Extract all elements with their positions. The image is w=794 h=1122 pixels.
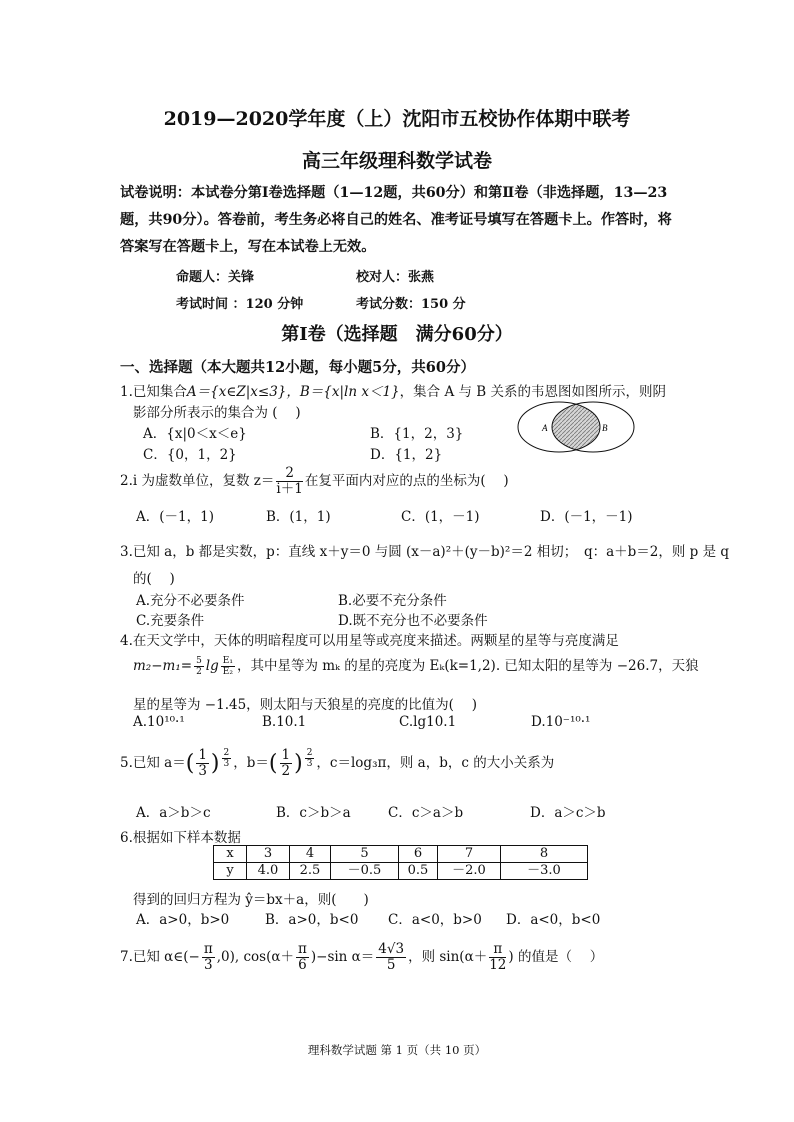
q3-stem-line1: 3.已知 a，b 都是实数，p：直线 x＋y＝0 与圆 (x－a)²＋(y－b)²＝2 相切； q：a＋b＝2，则 p 是 q bbox=[120, 544, 730, 560]
table-cell: x bbox=[214, 846, 247, 863]
q7-frac4-num: π bbox=[489, 942, 506, 958]
q5-base-a bbox=[196, 748, 209, 779]
q7-stem-e: ) 的值是（ ） bbox=[508, 949, 604, 965]
q4-frac2-den: E₂ bbox=[222, 667, 233, 677]
q2-stem bbox=[120, 466, 509, 497]
table-row-x bbox=[214, 846, 588, 863]
q6-option-c: C．a<0，b>0 bbox=[388, 912, 482, 928]
q2-option-c: C．(1，－1) bbox=[401, 509, 480, 525]
q4-stem-line1: 4.在天文学中，天体的明暗程度可以用星等或亮度来描述。两颗星的星等与亮度满足 bbox=[120, 633, 619, 649]
q2-stem-b: 在复平面内对应的点的坐标为( ) bbox=[304, 473, 509, 489]
q6-data-table bbox=[213, 845, 588, 880]
exam-instructions: 试卷说明：本试卷分第Ⅰ卷选择题（1—12题，共60分）和第Ⅱ卷（非选择题，13—23题，共90分）。答卷前，考生务必将自己的姓名、准考证号填写在答题卡上。作答时，将答案写在答题卡上，写在本试卷上无效。 bbox=[120, 185, 672, 255]
q4-frac1-num: 5 bbox=[196, 656, 202, 666]
q5-base-a-den: 3 bbox=[198, 763, 207, 779]
score-line: 考试分数：150 分 bbox=[356, 297, 466, 312]
q4-frac2-num: E₁ bbox=[222, 656, 233, 666]
q2-fraction-den: i＋1 bbox=[276, 481, 303, 497]
q5-option-b: B．c＞b＞a bbox=[276, 805, 351, 821]
q7-fraction-1 bbox=[202, 942, 215, 973]
table-cell: 2.5 bbox=[290, 863, 331, 880]
table-cell: 6 bbox=[399, 846, 438, 863]
table-row-y bbox=[214, 863, 588, 880]
q1-stem-line1 bbox=[120, 380, 666, 400]
q7-frac3-num: 4√3 bbox=[378, 941, 405, 957]
q4-lg: lg bbox=[205, 658, 219, 674]
q5-exp-a-den: 3 bbox=[223, 759, 230, 769]
q6-stem: 6.根据如下样本数据 bbox=[120, 830, 241, 846]
q4-stem-b: ，其中星等为 mₖ 的星的亮度为 Eₖ(k=1,2). 已知太阳的星等为 −26.7，天狼 bbox=[236, 658, 699, 674]
table-cell: 8 bbox=[501, 846, 588, 863]
table-cell: －3.0 bbox=[501, 863, 588, 880]
q7-stem-c: )−sin α＝ bbox=[310, 949, 375, 965]
exam-subtitle: 高三年级理科数学试卷 bbox=[301, 150, 492, 172]
q7-frac2-den: 6 bbox=[298, 957, 307, 973]
q5-base-b-num: 1 bbox=[281, 747, 291, 763]
venn-label-a: A bbox=[542, 423, 548, 433]
page-footer: 理科数学试题 第 1 页（共 10 页） bbox=[307, 1043, 487, 1057]
q3-option-d: D.既不充分也不必要条件 bbox=[338, 613, 488, 629]
q5-exponent-a bbox=[222, 748, 232, 769]
table-cell: 4 bbox=[290, 846, 331, 863]
q7-stem-b: ,0), cos(α＋ bbox=[216, 949, 294, 965]
q4-fraction-1 bbox=[194, 656, 204, 677]
q1-stem-a: 1.已知集合 bbox=[120, 384, 187, 400]
q4-stem-line3: 星的星等为 −1.45，则太阳与天狼星的亮度的比值为( ) bbox=[133, 697, 477, 713]
q1-option-b: B．{1，2，3} bbox=[370, 426, 464, 442]
q7-frac2-num: π bbox=[297, 941, 307, 957]
table-cell: －0.5 bbox=[331, 863, 399, 880]
venn-diagram bbox=[514, 398, 638, 458]
q5-option-d: D．a＞c＞b bbox=[530, 805, 606, 821]
q2-option-a: A．(－1，1) bbox=[136, 509, 214, 525]
q5-base-b-den: 2 bbox=[281, 763, 291, 779]
q1-set-a: A＝{x∈Z|x≤3} bbox=[186, 384, 287, 400]
q5-stem: 5.已知 a＝( $\frac{1}{3}$ ) $\frac{2}{3}$ ，b＝( $\frac{1}{2}$ ) $\frac{2}{3}$ ，c＝log₃π，则 a，b，c 的大小关系为 bbox=[120, 747, 555, 779]
q7-frac1-num: π bbox=[203, 941, 213, 957]
q4-stem-line2 bbox=[133, 654, 699, 677]
q7-frac3-den: 5 bbox=[386, 957, 396, 973]
q5-base-a-num: 1 bbox=[198, 747, 207, 763]
q5-stem-b: ，c＝log₃π，则 a，b，c 的大小关系为 bbox=[316, 755, 555, 771]
q7-frac4-den: 12 bbox=[489, 957, 507, 973]
q4-option-d: D.10⁻¹⁰·¹ bbox=[531, 714, 591, 730]
exam-title: 2019—2020学年度（上）沈阳市五校协作体期中联考 bbox=[163, 108, 631, 130]
q5-option-a: A．a＞b＞c bbox=[136, 805, 211, 821]
table-cell: 3 bbox=[247, 846, 290, 863]
q4-fraction-2 bbox=[221, 656, 235, 677]
q1-stem-b: ，集合 A 与 B 关系的韦恩图如图所示，则阴 bbox=[399, 384, 666, 400]
q5-exp-a-num: 2 bbox=[223, 748, 230, 758]
q1-option-d: D．{1，2} bbox=[370, 447, 443, 463]
q7-fraction-2 bbox=[296, 942, 309, 973]
table-cell: －2.0 bbox=[438, 863, 501, 880]
q5-stem-a: 5.已知 a＝ bbox=[120, 755, 186, 771]
q7-fraction-3 bbox=[376, 942, 406, 973]
q5-exp-b-num: 2 bbox=[306, 748, 313, 758]
q6-stem-b: 得到的回归方程为 ŷ＝bx＋a，则( ) bbox=[133, 892, 369, 908]
q2-option-b: B．(1，1) bbox=[266, 509, 331, 525]
q4-formula-left: m₂−m₁= bbox=[133, 658, 193, 674]
q3-stem-line2: 的( ) bbox=[133, 571, 175, 587]
q6-option-a: A．a>0，b>0 bbox=[136, 912, 230, 928]
q4-frac1-den: 2 bbox=[196, 667, 202, 677]
q7-frac1-den: 3 bbox=[204, 957, 213, 973]
venn-label-b: B bbox=[602, 423, 608, 433]
author-line: 命题人：关锋 bbox=[176, 270, 255, 285]
q6-option-d: D．a<0，b<0 bbox=[506, 912, 601, 928]
q7-stem bbox=[120, 942, 603, 973]
q6-option-b: B．a>0，b<0 bbox=[265, 912, 359, 928]
table-cell: y bbox=[214, 863, 247, 880]
q7-stem-a: 7.已知 α∈(− bbox=[120, 949, 200, 965]
table-cell: 7 bbox=[438, 846, 501, 863]
checker-line: 校对人：张燕 bbox=[356, 270, 435, 285]
q5-base-b bbox=[280, 748, 293, 779]
q1-option-a: A．{x|0＜x＜e} bbox=[143, 426, 247, 442]
q2-fraction bbox=[276, 466, 302, 497]
table-cell: 5 bbox=[331, 846, 399, 863]
q5-option-c: C．c＞a＞b bbox=[388, 805, 464, 821]
table-cell: 0.5 bbox=[399, 863, 438, 880]
table-cell: 4.0 bbox=[247, 863, 290, 880]
q7-fraction-4 bbox=[489, 942, 506, 973]
part-heading: 一、选择题（本大题共12小题，每小题5分，共60分） bbox=[120, 359, 475, 376]
q4-option-b: B.10.1 bbox=[262, 714, 307, 730]
q1-option-c: C．{0，1，2} bbox=[143, 447, 237, 463]
q2-option-d: D．(－1，－1) bbox=[540, 509, 633, 525]
q4-option-c: C.lg10.1 bbox=[399, 714, 457, 730]
time-line: 考试时间 ：120 分钟 bbox=[176, 297, 304, 312]
q1-stem-line2: 影部分所表示的集合为 ( ) bbox=[133, 405, 301, 421]
q3-option-a: A.充分不必要条件 bbox=[136, 593, 245, 609]
q5-mid: ，b＝ bbox=[233, 755, 269, 771]
section-title: 第Ⅰ卷（选择题 满分60分） bbox=[281, 324, 513, 345]
q7-stem-d: ，则 sin(α＋ bbox=[408, 949, 488, 965]
q5-exponent-b bbox=[305, 748, 315, 769]
q3-option-c: C.充要条件 bbox=[136, 613, 205, 629]
q2-fraction-num: 2 bbox=[276, 466, 302, 482]
q3-option-b: B.必要不充分条件 bbox=[338, 593, 447, 609]
q5-exp-b-den: 3 bbox=[306, 759, 313, 769]
q4-option-a: A.10¹⁰·¹ bbox=[133, 714, 185, 730]
q2-stem-a: 2.i 为虚数单位，复数 z＝ bbox=[120, 473, 275, 489]
q1-set-b: ，B＝{x|ln x＜1} bbox=[286, 384, 400, 400]
